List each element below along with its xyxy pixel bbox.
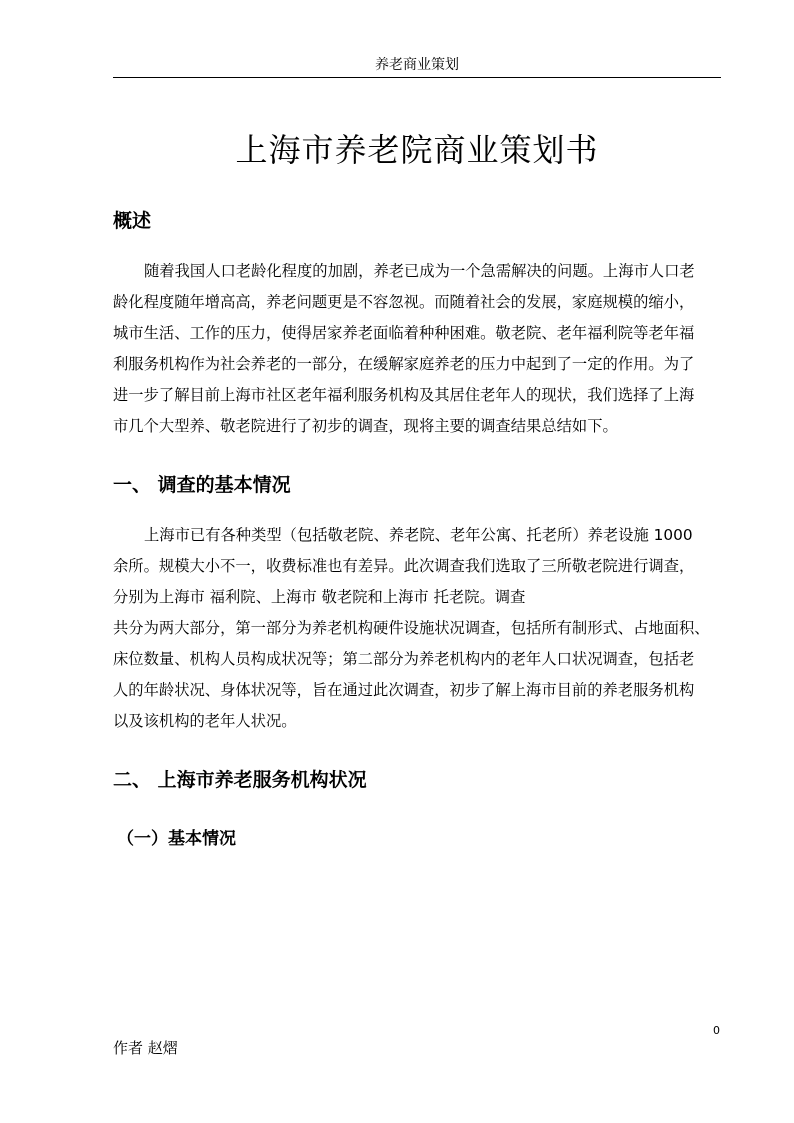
line-segment: 托老院。调查 — [433, 588, 526, 606]
line-segment: 敬老院和上海市 — [321, 588, 429, 606]
paragraph-line: 利服务机构作为社会养老的一部分，在缓解家庭养老的压力中起到了一定的作用。为了 — [113, 355, 695, 373]
paragraph-line: 龄化程度随年增高高，养老问题更是不容忽视。而随着社会的发展，家庭规模的缩小， — [113, 293, 695, 311]
section-2-heading: 二、 上海市养老服务机构状况 — [113, 769, 367, 791]
paragraph-line: 随着我国人口老龄化程度的加剧，养老已成为一个急需解决的问题。上海市人口老 — [144, 262, 695, 280]
section-1-heading: 一、 调查的基本情况 — [113, 474, 291, 496]
section-2-subheading: （一）基本情况 — [117, 829, 236, 849]
footer-author: 作者 赵熠 — [113, 1039, 178, 1057]
header-title: 养老商业策划 — [375, 57, 459, 73]
document-title: 上海市养老院商业策划书 — [235, 131, 599, 169]
line-segment: 分别为上海市 — [113, 588, 205, 606]
paragraph-line: 城市生活、工作的压力，使得居家养老面临着种种困难。敬老院、老年福利院等老年福 — [113, 324, 695, 342]
header-rule — [113, 77, 721, 78]
paragraph-line-with-blanks — [113, 582, 721, 613]
line-segment: 福利院、上海市 — [209, 588, 317, 606]
overview-paragraph — [113, 256, 723, 442]
paragraph-line: 余所。规模大小不一，收费标准也有差异。此次调查我们选取了三所敬老院进行调查， — [113, 557, 695, 575]
section-1-paragraph — [113, 520, 723, 737]
paragraph-line: 床位数量、机构人员构成状况等；第二部分为养老机构内的老年人口状况调查，包括老 — [113, 650, 695, 668]
paragraph-line: 共分为两大部分，第一部分为养老机构硬件设施状况调查，包括所有制形式、占地面积、 — [113, 619, 710, 637]
paragraph-line: 以及该机构的老年人状况。 — [113, 712, 297, 730]
paragraph-line: 进一步了解目前上海市社区老年福利服务机构及其居住老年人的现状，我们选择了上海 — [113, 386, 695, 404]
overview-heading: 概述 — [113, 210, 152, 232]
paragraph-line: 上海市已有各种类型（包括敬老院、养老院、老年公寓、托老所）养老设施 1000 — [144, 526, 693, 544]
paragraph-line: 市几个大型养、敬老院进行了初步的调查，现将主要的调查结果总结如下。 — [113, 417, 618, 435]
page-number: 0 — [713, 1024, 720, 1037]
paragraph-line: 人的年龄状况、身体状况等，旨在通过此次调查，初步了解上海市目前的养老服务机构 — [113, 681, 695, 699]
